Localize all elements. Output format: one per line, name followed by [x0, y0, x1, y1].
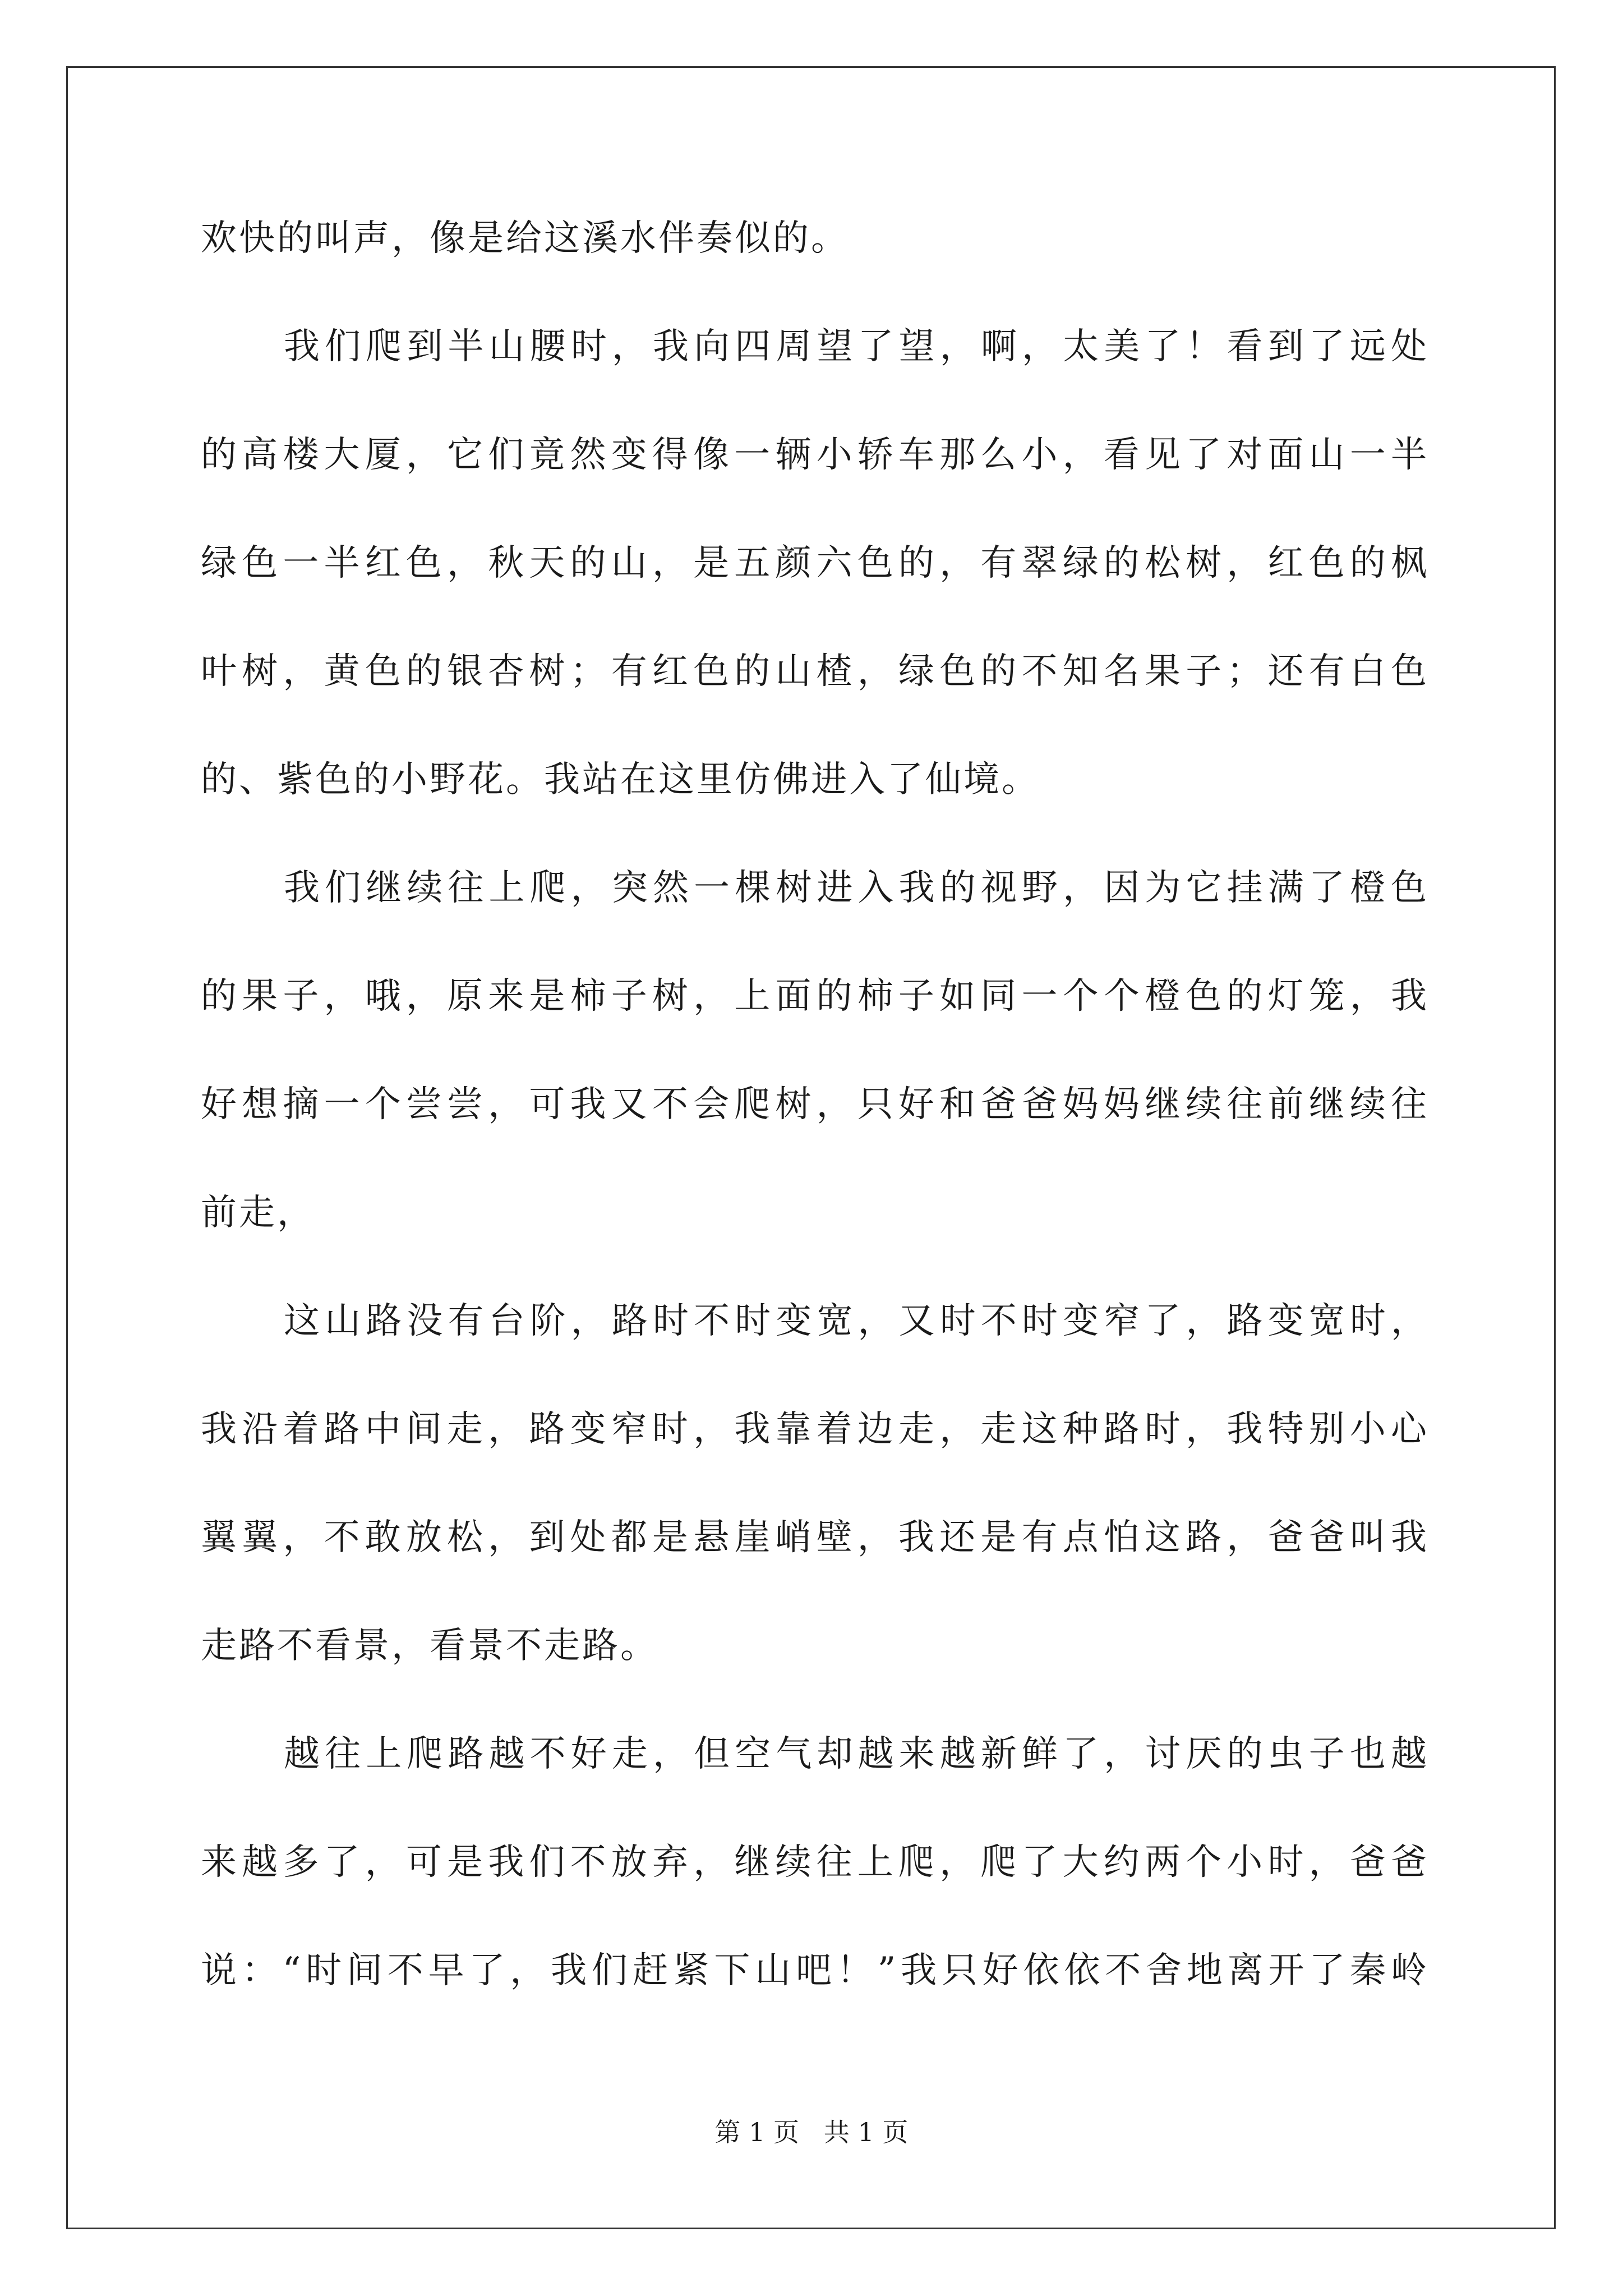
paragraph-first-line: 越往上爬路越不好走，但空气却越来越新鲜了，讨厌的虫子也越 [284, 1733, 1429, 1775]
text-line: 走路不看景，看景不走路。 [201, 1625, 658, 1667]
text-line: 前走， [201, 1192, 315, 1234]
text-line: 翼翼，不敢放松，到处都是悬崖峭壁，我还是有点怕这路，爸爸叫我 [201, 1517, 1429, 1558]
text-line: 欢快的叫声，像是给这溪水伴奏似的。 [201, 218, 849, 259]
text-line: 叶树，黄色的银杏树；有红色的山楂，绿色的不知名果子；还有白色 [201, 651, 1429, 692]
page-number-footer: 第 1 页 共 1 页 [714, 2117, 909, 2147]
text-line: 的高楼大厦，它们竟然变得像一辆小轿车那么小，看见了对面山一半 [201, 434, 1429, 476]
text-line: 的、紫色的小野花。我站在这里仿佛进入了仙境。 [201, 759, 1040, 800]
paragraph-first-line: 这山路没有台阶，路时不时变宽，又时不时变窄了，路变宽时， [284, 1300, 1429, 1342]
text-line: 来越多了，可是我们不放弃，继续往上爬，爬了大约两个小时，爸爸 [201, 1842, 1429, 1883]
paragraph-first-line: 我们爬到半山腰时，我向四周望了望，啊，太美了！看到了远处 [284, 326, 1429, 367]
text-line: 说：“时间不早了，我们赶紧下山吧！”我只好依依不舍地离开了秦岭 [201, 1950, 1429, 1991]
text-line: 绿色一半红色，秋天的山，是五颜六色的，有翠绿的松树，红色的枫 [201, 542, 1429, 584]
text-line: 好想摘一个尝尝，可我又不会爬树，只好和爸爸妈妈继续往前继续往 [201, 1084, 1429, 1125]
text-line: 的果子，哦，原来是柿子树，上面的柿子如同一个个橙色的灯笼，我 [201, 976, 1429, 1017]
text-line: 我沿着路中间走，路变窄时，我靠着边走，走这种路时，我特别小心 [201, 1409, 1429, 1450]
page-border [66, 66, 1556, 2229]
paragraph-first-line: 我们继续往上爬，突然一棵树进入我的视野，因为它挂满了橙色 [284, 867, 1429, 909]
